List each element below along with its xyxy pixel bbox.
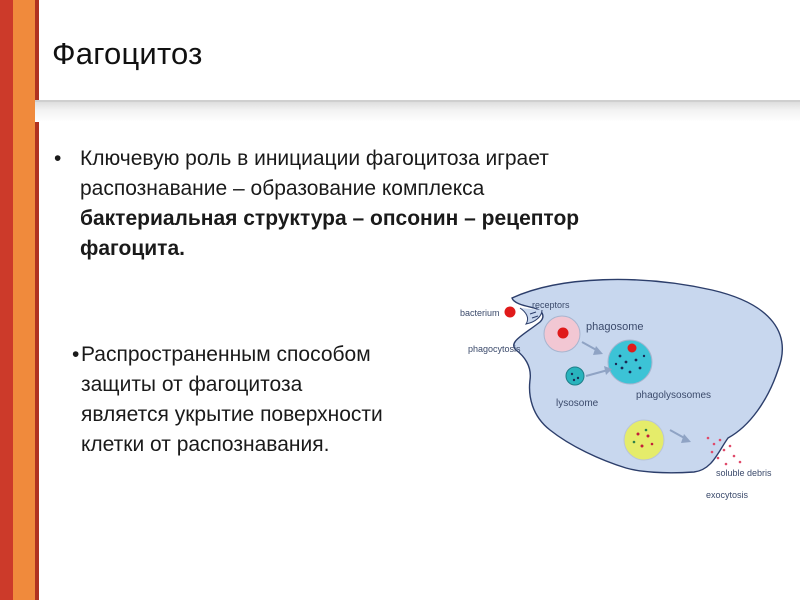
label-lysosome: lysosome [556,398,599,409]
bullet-1-line-2: распознавание – образование комплекса [80,177,485,200]
lysosome-vesicle [566,367,584,385]
bullet-1-bold-line-3: бактериальная структура – опсонин – рецептор [80,207,580,230]
bullet-2-line-4: клетки от распознавания. [81,433,330,456]
left-stripe-red [0,0,13,600]
bullet-1-bold-line-4: фагоцита. [80,237,185,260]
label-phagocytosis: phagocytosis [468,344,521,354]
bullet-1-line-1: Ключевую роль в инициации фагоцитоза играет [80,147,549,170]
label-soluble-debris: soluble debris [716,468,772,478]
left-stripe-dark [35,0,39,600]
label-phagosome: phagosome [586,321,644,333]
phagosome-bacterium [558,328,569,339]
bullet-2-line-1: Распространенным способом [81,343,371,366]
bacterium-icon [505,307,516,318]
slide-title: Фагоцитоз [52,36,203,71]
label-exocytosis: exocytosis [706,490,749,500]
label-bacterium: bacterium [460,308,500,318]
bullet-1 [54,144,714,264]
bullet-2-line-2: защиты от фагоцитоза [81,373,303,396]
left-stripe-orange [13,0,35,600]
phagocytosis-diagram [450,270,795,510]
label-receptors: receptors [532,300,570,310]
bullet-2 [72,340,452,460]
title-divider [35,100,800,122]
receptors-shape [520,308,542,324]
label-phagolysosomes: phagolysosomes [636,390,712,401]
residual-body [624,420,664,460]
title-divider-line [35,100,800,102]
bullet-2-line-3: является укрытие поверхности [81,403,383,426]
bullet-2-marker: • [72,343,80,366]
bullet-1-marker: • [54,147,62,170]
